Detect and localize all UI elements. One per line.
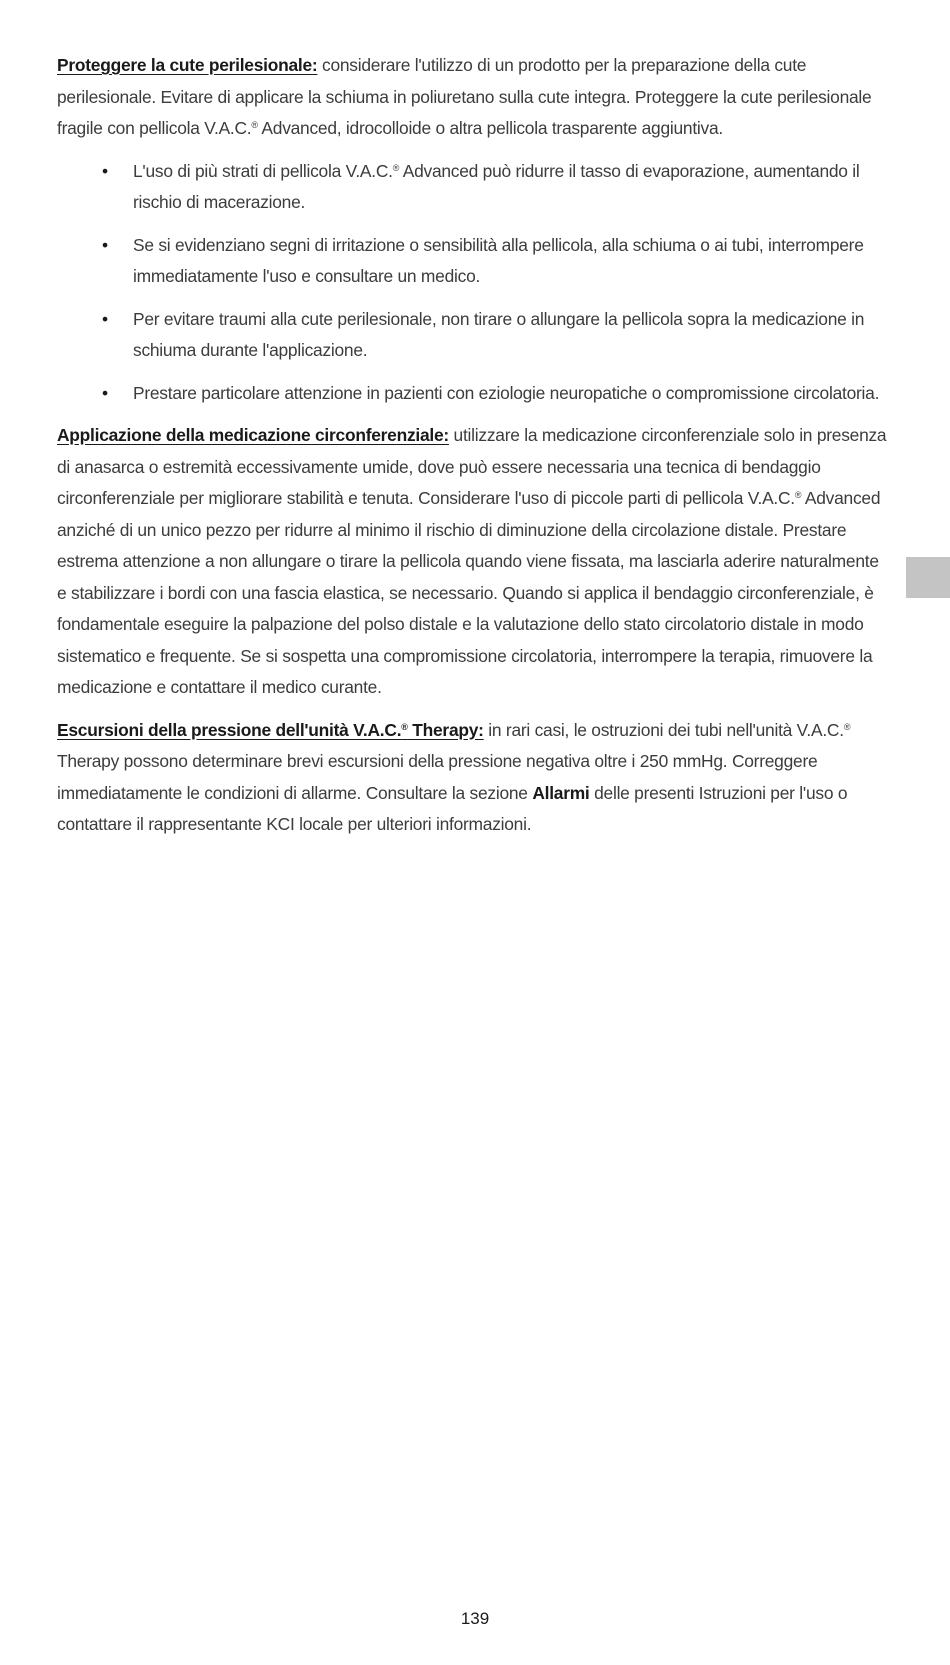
bullet-list bbox=[57, 156, 887, 410]
section-tab-marker bbox=[906, 557, 950, 598]
list-item-text: L'uso di più strati di pellicola V.A.C. bbox=[133, 160, 393, 181]
paragraph-text: considerare l'utilizzo di un prodotto per la preparazione della cute perilesionale. Evitare di applicare la schiuma in poliuretano sulla cute integra. Proteggere la cute perilesionale fragile con pellicola V.A.C. bbox=[57, 55, 872, 138]
list-item bbox=[57, 304, 887, 367]
list-item-text: Prestare particolare attenzione in pazienti con eziologie neuropatiche o compromissione circolatoria. bbox=[133, 382, 880, 403]
registered-mark: ® bbox=[843, 721, 851, 732]
list-item-text: Se si evidenziano segni di irritazione o sensibilità alla pellicola, alla schiuma o ai tubi, interrompere immediatamente l'uso e consultare un medico. bbox=[133, 234, 864, 286]
registered-mark: ® bbox=[392, 162, 400, 173]
list-item bbox=[57, 378, 887, 410]
paragraph-text: Advanced, idrocolloide o altra pellicola trasparente aggiuntiva. bbox=[257, 118, 723, 138]
page-number: 139 bbox=[460, 1609, 490, 1628]
heading-circumferential-dressing: Applicazione della medicazione circonferenziale: bbox=[57, 425, 449, 445]
heading-text: Escursioni della pressione dell'unità V.A.C. bbox=[57, 719, 402, 740]
list-item bbox=[57, 230, 887, 293]
paragraph-circumferential-dressing bbox=[57, 420, 887, 704]
paragraph-pressure-excursions bbox=[57, 715, 887, 841]
paragraph-text: utilizzare la medicazione circonferenziale solo in presenza di anasarca o estremità eccessivamente umide, dove può essere necessaria una tecnica di bendaggio circonferenziale per migliorare stabilità e tenuta. Considerare l'uso di piccole parti di pellicola V.A.C. bbox=[57, 425, 887, 508]
paragraph-text: Therapy possono determinare brevi escursioni della pressione negativa oltre i 250 mmHg. Correggere immediatamente le condizioni di allarme. Consultare la sezione bbox=[57, 751, 818, 803]
alarms-reference: Allarmi bbox=[532, 782, 590, 803]
bullet-marker: • bbox=[102, 382, 108, 403]
paragraph-text: Advanced anziché di un unico pezzo per ridurre al minimo il rischio di diminuzione della circolazione distale. Prestare estrema attenzione a non allungare o tirare la pellicola quando viene fissata, ma lasciarla aderire naturalmente e stabilizzare i bordi con una fascia elastica, se necessario. Quando si applica il bendaggio circonferenziale, è fondamentale eseguire la palpazione del polso distale e la valutazione dello stato circolatorio distale in modo sistematico e frequente. Se si sospetta una compromissione circolatoria, interrompere la terapia, rimuovere la medicazione e contattare il medico curante. bbox=[57, 488, 881, 697]
paragraph-text: delle presenti Istruzioni per l'uso o contattare il rappresentante KCI locale per ulteriori informazioni. bbox=[57, 782, 848, 834]
bullet-marker: • bbox=[102, 160, 108, 181]
registered-mark: ® bbox=[401, 721, 408, 732]
list-item-text: Per evitare traumi alla cute perilesionale, non tirare o allungare la pellicola sopra la medicazione in schiuma durante l'applicazione. bbox=[133, 308, 865, 360]
list-item-text: Advanced può ridurre il tasso di evaporazione, aumentando il rischio di macerazione. bbox=[133, 160, 860, 212]
document-body bbox=[57, 50, 887, 852]
paragraph-perilesional-skin bbox=[57, 50, 887, 145]
list-item bbox=[57, 156, 887, 219]
bullet-marker: • bbox=[102, 308, 108, 329]
heading-text: Therapy: bbox=[407, 719, 484, 740]
registered-mark: ® bbox=[251, 120, 258, 130]
bullet-marker: • bbox=[102, 234, 108, 255]
registered-mark: ® bbox=[794, 490, 802, 500]
heading-perilesional-skin: Proteggere la cute perilesionale: bbox=[57, 55, 318, 75]
heading-pressure-excursions bbox=[57, 720, 484, 740]
paragraph-text: in rari casi, le ostruzioni dei tubi nell'unità V.A.C. bbox=[483, 719, 844, 740]
